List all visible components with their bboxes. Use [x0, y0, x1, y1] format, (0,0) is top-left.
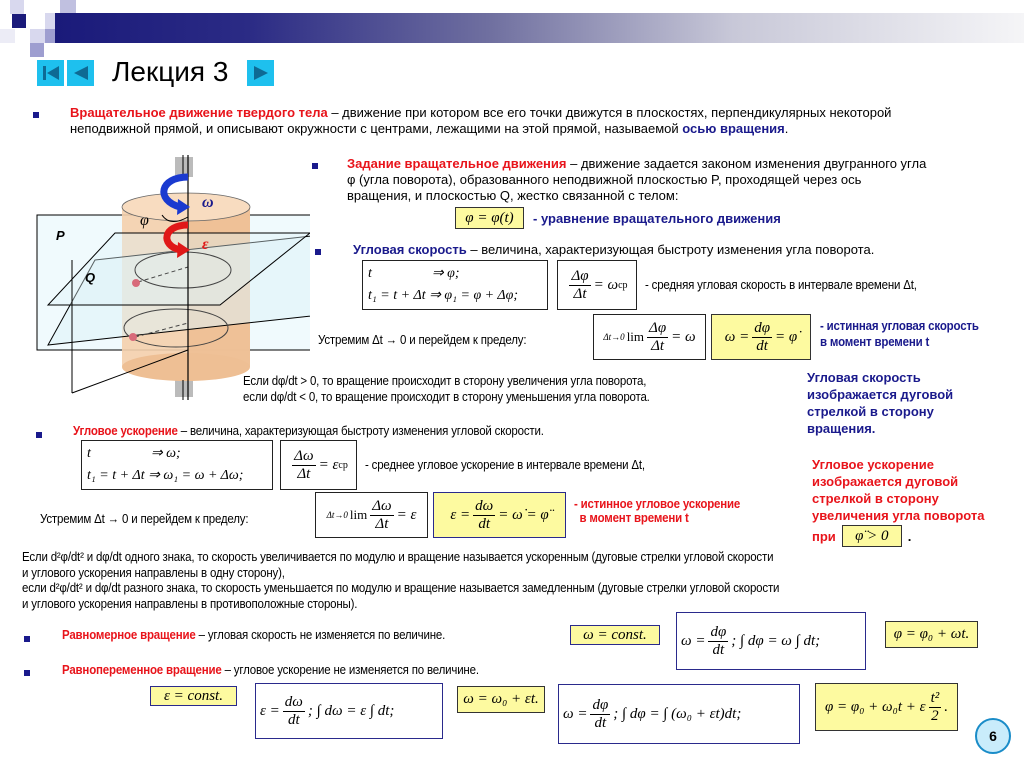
- svg-text:P: P: [56, 228, 65, 243]
- uniform-const-formula: ω = const.: [570, 625, 660, 645]
- variable-omega-result-formula: ω = ω₀ + εt.: [457, 686, 545, 713]
- formula-rotation-equation: φ = φ(t): [455, 207, 524, 229]
- true-acceleration-formula: ε = $\frac{d\omega}{dt}$ = ω̇ = φ̈: [433, 492, 566, 538]
- svg-text:ε: ε: [202, 236, 209, 253]
- header-bar: [55, 13, 1024, 43]
- skip-back-icon: [41, 64, 61, 82]
- average-acceleration-formula: $\frac{\Delta\omega}{\Delta t}$ = ε ср: [280, 440, 357, 490]
- variable-omega-integral-formula: ε = $\frac{d\omega}{dt}$ ; ∫ dω = ε ∫ dt;: [255, 683, 443, 739]
- average-velocity-formula: $\frac{\Delta\varphi}{\Delta t}$ = ω ср: [557, 260, 637, 310]
- velocity-limit-formula: Δt→0 lim $\frac{\Delta\varphi}{\Delta t}$ = ω: [593, 314, 706, 360]
- velocity-system-formula: t ⇒ φ; t₁ = t + Δt ⇒ φ₁ = φ + Δφ;: [362, 260, 548, 310]
- average-acceleration-note: - среднее угловое ускорение в интервале времени Δt,: [365, 458, 645, 472]
- acceleration-system-formula: t ⇒ ω; t₁ = t + Δt ⇒ ω₁ = ω + Δω;: [81, 440, 273, 490]
- acceleration-positive-formula: φ̈ > 0: [842, 525, 902, 547]
- acceleration-sign-paragraph: Если d²φ/dt² и dφ/dt одного знака, то скорость увеличивается по модулю и вращение называется ускоренным (дуговые стрелки угловой скорости и углового ускорения направлены в одну сторону), если d²φ/dt² и dφ/dt разного знака, то скорость уменьшается по модулю и вращение называется замедленным (дуговые стрелки угловой скорости и углового ускорения направлены в противоположные стороны).: [22, 550, 780, 611]
- uniform-result-formula: φ = φ₀ + ωt.: [885, 621, 978, 648]
- rotation-equation-note: - уравнение вращательного движения: [533, 211, 781, 226]
- bullet-icon: [312, 163, 318, 169]
- page-title: Лекция 3: [112, 56, 229, 87]
- acceleration-limit-formula: Δt→0 lim $\frac{\Delta\omega}{\Delta t}$ = ε: [315, 492, 428, 538]
- arrow-right-icon: [251, 64, 271, 82]
- svg-text:Q: Q: [85, 270, 96, 285]
- next-slide-button[interactable]: [247, 60, 274, 86]
- velocity-sign-note: Если dφ/dt > 0, то вращение происходит в сторону увеличения угла поворота, если dφ/dt < 0, то вращение происходит в сторону уменьшения угла поворота.: [243, 374, 650, 404]
- average-velocity-note: - средняя угловая скорость в интервале времени Δt,: [645, 278, 917, 292]
- uniform-integral-formula: ω = $\frac{d\varphi}{dt}$ ; ∫ dφ = ω ∫ dt;: [676, 612, 866, 670]
- definition-rotational-motion: Вращательное движение твердого тела – движение при котором все его точки движутся в плоскостях, перпендикулярных некоторой неподвижной прямой, и описывают окружности с центрами, лежащими на этой прямой, называемой осью вращения.: [70, 105, 892, 136]
- variable-const-formula: ε = const.: [150, 686, 237, 706]
- svg-text:φ: φ: [140, 212, 149, 229]
- definition-uniform-rotation: Равномерное вращение – угловая скорость не изменяется по величине.: [62, 628, 446, 642]
- bullet-icon: [315, 249, 321, 255]
- previous-slide-button[interactable]: [67, 60, 94, 86]
- velocity-limit-intro: Устремим Δt → 0 и перейдем к пределу:: [318, 333, 527, 347]
- acceleration-limit-intro: Устремим Δt → 0 и перейдем к пределу:: [40, 512, 249, 526]
- bullet-icon: [33, 112, 39, 118]
- velocity-side-note: Угловая скорость изображается дуговой стрелкой в сторону вращения.: [807, 370, 954, 436]
- first-slide-button[interactable]: [37, 60, 64, 86]
- bullet-icon: [36, 432, 42, 438]
- variable-phi-integral-formula: ω = $\frac{d\varphi}{dt}$ ; ∫ dφ = ∫ (ω₀ + εt)dt;: [558, 684, 800, 744]
- definition-angular-velocity: Угловая скорость – величина, характеризующая быстроту изменения угла поворота.: [353, 242, 875, 257]
- bullet-icon: [24, 636, 30, 642]
- true-acceleration-note: - истинное угловое ускорение в момент времени t: [574, 497, 741, 525]
- definition-angular-acceleration: Угловое ускорение – величина, характеризующая быстроту изменения угловой скорости.: [73, 424, 544, 438]
- svg-text:ω: ω: [202, 194, 214, 211]
- page-number-badge: 6: [975, 718, 1011, 754]
- variable-phi-result-formula: φ = φ₀ + ω₀t + ε $\frac{\text{t²}}{2}$ .: [815, 683, 958, 731]
- acceleration-side-note: Угловое ускорение изображается дуговой стрелкой в сторону увеличения угла поворота при φ̈ > 0 .: [812, 456, 1022, 547]
- definition-uniformly-variable-rotation: Равнопеременное вращение – угловое ускорение не изменяется по величине.: [62, 663, 479, 677]
- true-velocity-formula: ω = $\frac{d\varphi}{dt}$ = φ̇: [711, 314, 811, 360]
- definition-rotation-law: Задание вращательное движения – движение задается законом изменения двугранного угла φ (угла поворота), образованного неподвижной плоскостью P, проходящей через ось вращения, и плоскостью Q, жестко связанной с телом:: [347, 156, 927, 203]
- bullet-icon: [24, 670, 30, 676]
- arrow-left-icon: [71, 64, 91, 82]
- true-velocity-note: - истинная угловая скорость в момент времени t: [820, 319, 979, 349]
